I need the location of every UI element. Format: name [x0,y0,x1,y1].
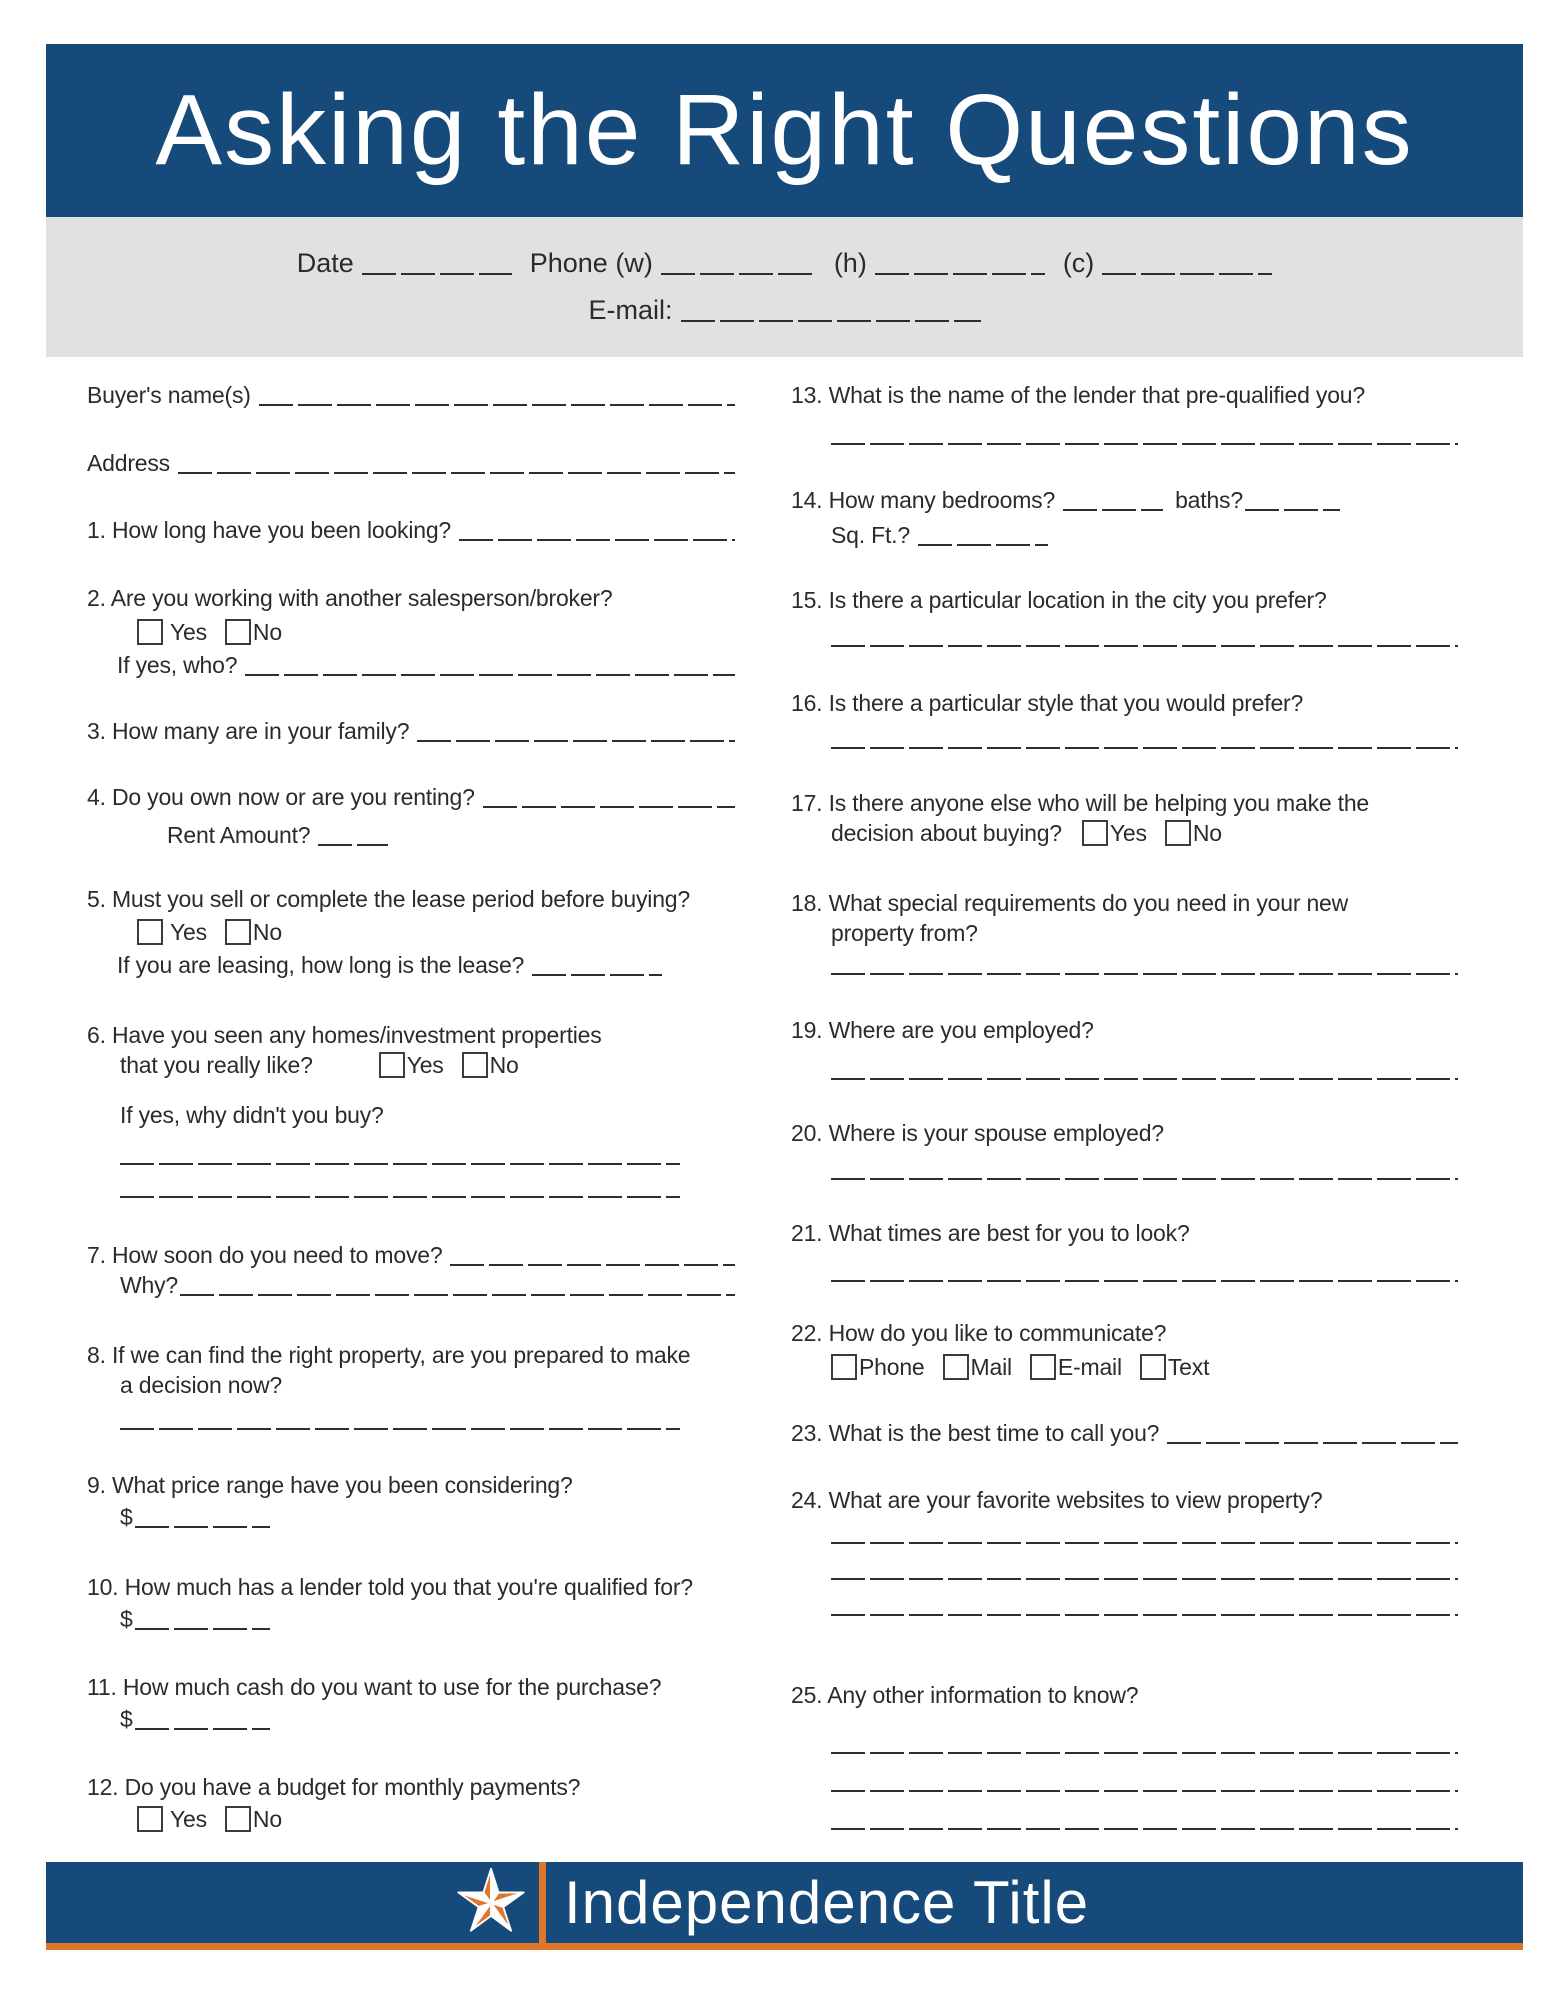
q8-answer-line[interactable] [120,1428,680,1430]
q19-answer-line[interactable] [831,1078,1458,1080]
q2-followup-row [87,650,735,680]
q2-label: 2. Are you working with another salesperson/broker? [87,585,613,611]
q4-label: 4. Do you own now or are you renting? [87,784,475,810]
q22-mail-checkbox[interactable] [943,1354,969,1380]
q2-no-checkbox[interactable] [225,619,251,645]
q14-bedrooms-field[interactable] [1063,509,1163,511]
q24-answer-line-2[interactable] [831,1578,1458,1580]
q22-phone-checkbox[interactable] [831,1354,857,1380]
date-label: Date [296,248,354,278]
email-label: E-mail: [588,295,673,325]
contact-row-email [588,295,980,326]
q14-sqft-field[interactable] [918,544,1048,546]
q15-label: 15. Is there a particular location in the city you prefer? [791,587,1327,613]
phone-work-field[interactable] [661,273,816,275]
email-field[interactable] [681,320,981,322]
q22-phone-label: Phone [859,1354,925,1380]
q12-options [87,1804,735,1834]
page-title: Asking the Right Questions [155,74,1414,186]
address-label: Address [87,450,170,476]
q11-dollar-sign: $ [120,1706,133,1732]
q2-no-label: No [252,619,282,645]
q15-answer-line[interactable] [831,645,1458,647]
q22-options [791,1352,1458,1382]
q12-yes-label: Yes [170,1806,207,1832]
q9-amount-row [87,1502,735,1532]
q6-followup-label: If yes, why didn't you buy? [120,1102,384,1128]
q9-dollar-sign: $ [120,1504,133,1530]
question-2 [87,583,735,680]
question-23 [791,1418,1458,1448]
footer-divider [539,1862,546,1943]
phone-home-field[interactable] [875,273,1045,275]
q25-label: 25. Any other information to know? [791,1682,1139,1708]
q6-no-label: No [489,1052,519,1078]
phone-cell-label: (c) [1062,248,1095,278]
q10-label: 10. How much has a lender told you that you're qualified for? [87,1574,693,1600]
q2-followup-field[interactable] [245,674,735,676]
phone-home-label: (h) [833,248,867,278]
question-12 [87,1772,735,1834]
q17-label-line1: 17. Is there anyone else who will be helping you make the [791,790,1370,816]
buyers-name-row [87,380,735,410]
question-13 [791,380,1458,445]
q2-yes-label: Yes [170,619,207,645]
brand-name: Independence Title [564,1869,1090,1936]
q24-label: 24. What are your favorite websites to view property? [791,1487,1323,1513]
q16-label: 16. Is there a particular style that you would prefer? [791,690,1304,716]
question-15 [791,585,1458,647]
q21-label: 21. What times are best for you to look? [791,1220,1190,1246]
q10-dollar-sign: $ [120,1606,133,1632]
q20-label: 20. Where is your spouse employed? [791,1120,1164,1146]
q14-row [791,485,1458,515]
q9-amount-field[interactable] [135,1526,270,1528]
q4-row [87,782,735,812]
phone-cell-field[interactable] [1102,273,1272,275]
q20-answer-line[interactable] [831,1178,1458,1180]
q4-rent-row [87,820,735,850]
q17-label-line2: decision about buying? [831,820,1062,846]
q17-yes-label: Yes [1109,820,1147,846]
question-3 [87,716,735,746]
q4-field[interactable] [483,806,735,808]
q25-answer-line-1[interactable] [831,1752,1458,1754]
question-5 [87,884,735,980]
q2-options [87,617,735,647]
q2-yes-checkbox[interactable] [137,619,163,645]
question-24 [791,1485,1458,1616]
q11-label: 11. How much cash do you want to use for the purchase? [87,1674,662,1700]
question-14 [791,485,1458,550]
q4-rent-field[interactable] [318,844,388,846]
q6-label-line1: 6. Have you seen any homes/investment properties [87,1022,602,1048]
q5-label: 5. Must you sell or complete the lease period before buying? [87,886,690,912]
q10-amount-row [87,1604,735,1634]
q12-label: 12. Do you have a budget for monthly payments? [87,1774,581,1800]
q7-why-row [87,1270,735,1300]
q7-why-label: Why? [120,1272,178,1298]
q6-no-checkbox[interactable] [462,1052,488,1078]
q2-followup-label: If yes, who? [117,652,238,678]
q8-label-line2: a decision now? [120,1372,282,1398]
question-21 [791,1218,1458,1282]
question-18 [791,888,1458,975]
q22-label: 22. How do you like to communicate? [791,1320,1167,1346]
q14-baths-field[interactable] [1245,509,1340,511]
question-1 [87,515,735,545]
contact-row-phone [297,248,1273,279]
q14-baths-label: baths? [1175,487,1243,513]
q9-label: 9. What price range have you been considering? [87,1472,573,1498]
q11-amount-field[interactable] [135,1728,270,1730]
q17-no-checkbox[interactable] [1165,820,1191,846]
q18-label-line2: property from? [831,920,978,946]
q6-answer-line-2[interactable] [120,1196,680,1198]
question-7 [87,1240,735,1300]
q24-answer-line-1[interactable] [831,1542,1458,1544]
question-4 [87,782,735,850]
q5-followup-label: If you are leasing, how long is the lease? [117,952,525,978]
q6-label-line2: that you really like? [120,1052,313,1078]
q5-yes-label: Yes [170,919,207,945]
q10-amount-field[interactable] [135,1628,270,1630]
q1-field[interactable] [459,539,735,541]
footer-banner [46,1862,1523,1943]
q18-label-line1: 18. What special requirements do you need in your new [791,890,1349,916]
q23-field[interactable] [1167,1442,1458,1444]
q8-label-line1: 8. If we can find the right property, are you prepared to make [87,1342,691,1368]
q5-no-label: No [252,919,282,945]
question-16 [791,688,1458,749]
q13-answer-line[interactable] [831,443,1458,445]
question-22 [791,1318,1458,1382]
buyers-name-label: Buyer's name(s) [87,382,251,408]
q12-no-label: No [252,1806,282,1832]
q18-answer-line[interactable] [831,973,1458,975]
footer-orange-stripe [46,1943,1523,1950]
q14-sqft-row [791,520,1458,550]
q5-followup-field[interactable] [532,974,662,976]
q22-mail-label: Mail [970,1354,1012,1380]
question-20 [791,1118,1458,1180]
q22-text-checkbox[interactable] [1140,1354,1166,1380]
question-25 [791,1680,1458,1830]
q17-line2-row [791,818,1458,848]
question-17 [791,788,1458,848]
question-11 [87,1672,735,1734]
q22-text-label: Text [1167,1354,1210,1380]
question-6 [87,1020,735,1198]
q5-options [87,917,735,947]
q7-row [87,1240,735,1270]
q6-answer-line-1[interactable] [120,1163,680,1165]
q23-label: 23. What is the best time to call you? [791,1420,1160,1446]
q5-yes-checkbox[interactable] [137,919,163,945]
q6-yes-checkbox[interactable] [379,1052,405,1078]
q22-email-checkbox[interactable] [1030,1354,1056,1380]
question-19 [791,1015,1458,1080]
q14-sqft-label: Sq. Ft.? [831,522,910,548]
q11-amount-row [87,1704,735,1734]
q3-label: 3. How many are in your family? [87,718,410,744]
q4-rent-label: Rent Amount? [167,822,311,848]
buyers-name-field[interactable] [259,404,735,406]
contact-bar [46,217,1523,357]
q25-answer-line-2[interactable] [831,1790,1458,1792]
q6-yes-label: Yes [406,1052,444,1078]
q25-answer-line-3[interactable] [831,1828,1458,1830]
phone-work-label: Phone (w) [529,248,653,278]
q7-label: 7. How soon do you need to move? [87,1242,443,1268]
q19-label: 19. Where are you employed? [791,1017,1094,1043]
q13-label: 13. What is the name of the lender that pre-qualified you? [791,382,1365,408]
address-field[interactable] [178,472,735,474]
question-10 [87,1572,735,1634]
q5-followup-row [87,950,735,980]
q17-yes-checkbox[interactable] [1082,820,1108,846]
q12-no-checkbox[interactable] [225,1806,251,1832]
q24-answer-line-3[interactable] [831,1614,1458,1616]
question-8 [87,1340,735,1430]
left-column [87,380,735,1834]
q5-no-checkbox[interactable] [225,919,251,945]
right-column [791,380,1458,1830]
q1-label: 1. How long have you been looking? [87,517,452,543]
q21-answer-line[interactable] [831,1280,1458,1282]
q16-answer-line[interactable] [831,747,1458,749]
q12-yes-checkbox[interactable] [137,1806,163,1832]
q7-field[interactable] [450,1264,735,1266]
q7-why-field[interactable] [180,1294,735,1296]
header-banner [46,44,1523,217]
q6-line2-row [87,1050,735,1080]
q3-field[interactable] [417,740,735,742]
date-field[interactable] [362,273,512,275]
q22-email-label: E-mail [1057,1354,1122,1380]
q14-label: 14. How many bedrooms? [791,487,1056,513]
q17-no-label: No [1192,820,1222,846]
question-9 [87,1470,735,1532]
address-row [87,448,735,478]
star-icon [451,1865,531,1941]
